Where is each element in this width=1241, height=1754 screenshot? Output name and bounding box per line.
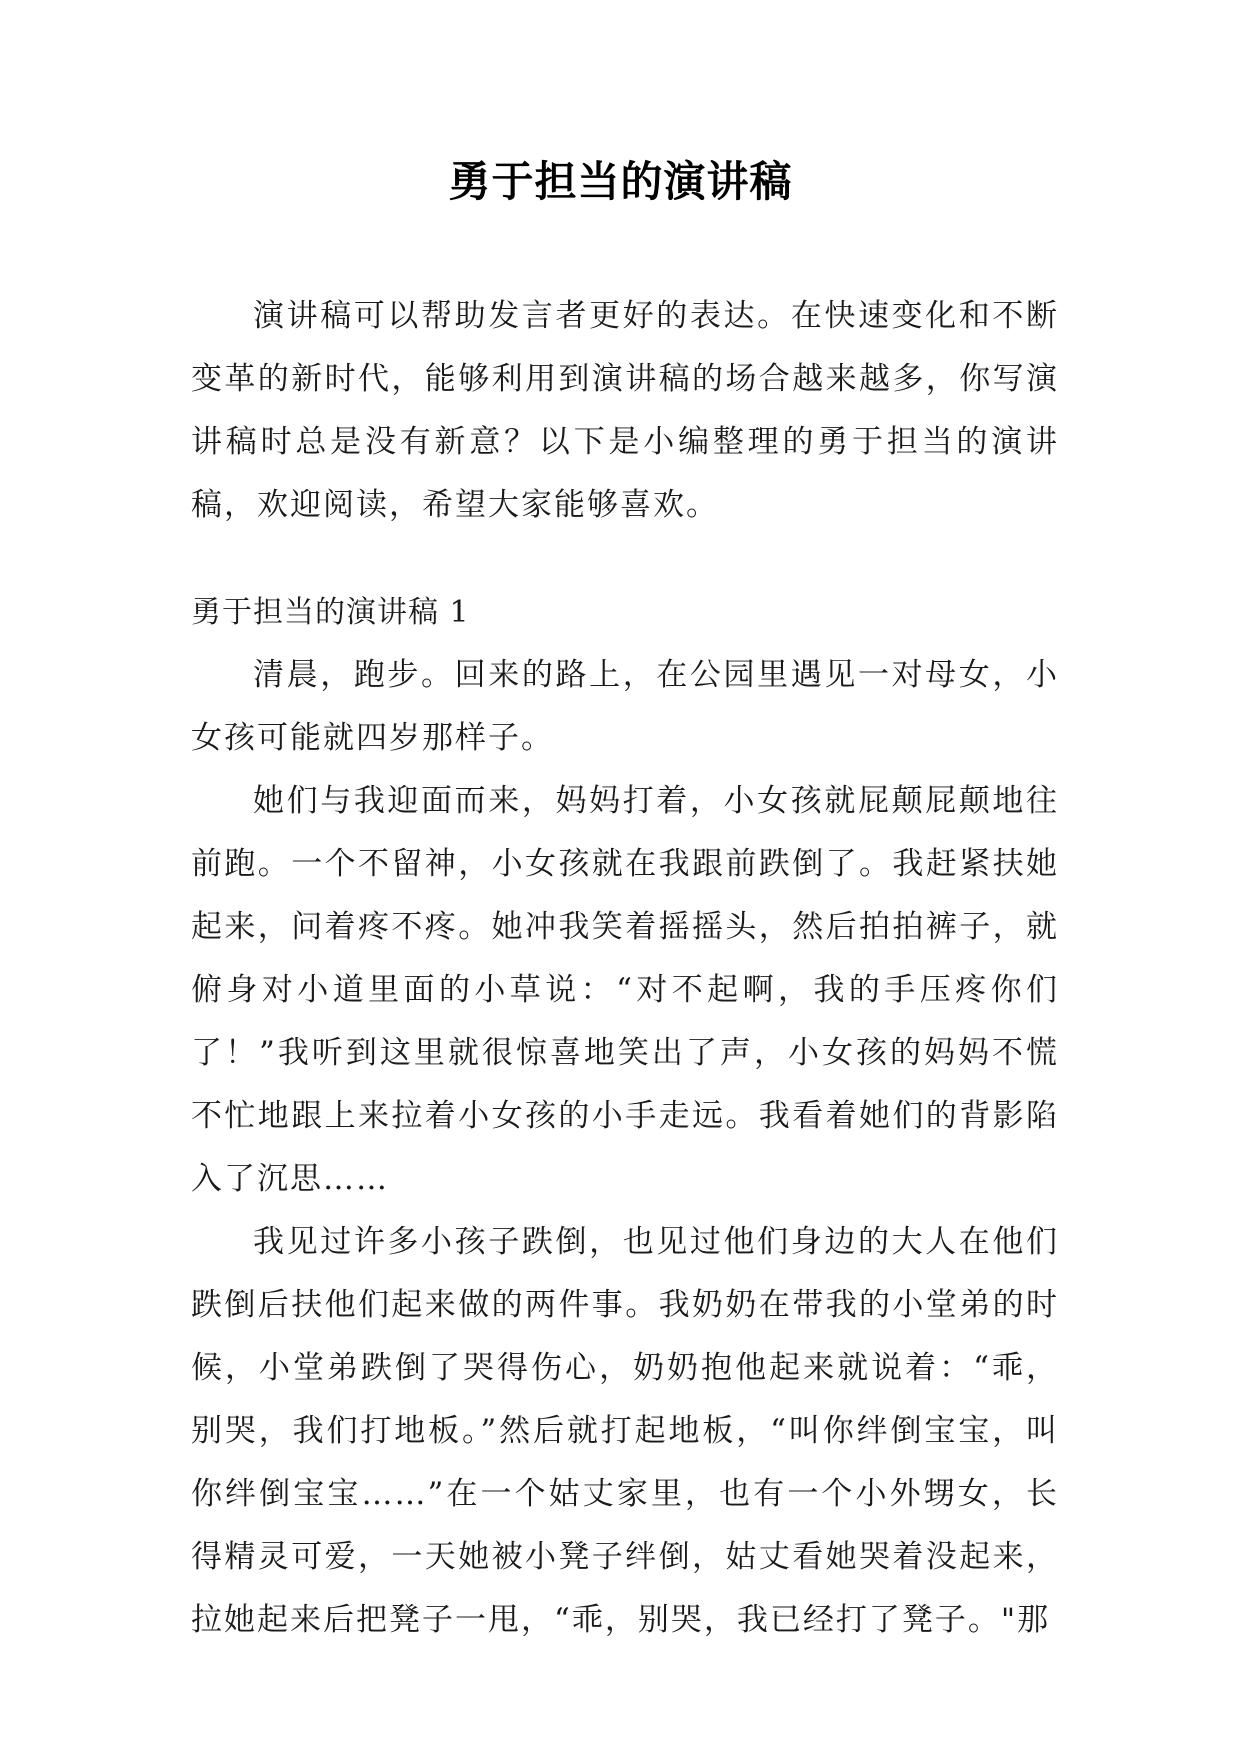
document-body <box>191 285 1059 1652</box>
body-paragraph: 我见过许多小孩子跌倒，也见过他们身边的大人在他们跌倒后扶他们起来做的两件事。我奶奶在带我的小堂弟的时候，小堂弟跌倒了哭得伤心，奶奶抱他起来就说着：“乖，别哭，我们打地板。”然后就打起地板，“叫你绊倒宝宝，叫你绊倒宝宝……”在一个姑丈家里，也有一个小外甥女，长得精灵可爱，一天她被小凳子绊倒，姑丈看她哭着没起来，拉她起来后把凳子一甩，“乖，别哭，我已经打了凳子。"那 <box>191 1224 1059 1638</box>
body-paragraph: 清晨，跑步。回来的路上，在公园里遇见一对母女，小女孩可能就四岁那样子。 <box>191 657 1059 756</box>
body-paragraph: 她们与我迎面而来，妈妈打着，小女孩就屁颠屁颠地往前跑。一个不留神，小女孩就在我跟前跌倒了。我赶紧扶她起来，问着疼不疼。她冲我笑着摇摇头，然后拍拍裤子，就俯身对小道里面的小草说：“对不起啊，我的手压疼你们了！”我听到这里就很惊喜地笑出了声，小女孩的妈妈不慌不忙地跟上来拉着小女孩的小手走远。我看着她们的背影陷入了沉思…… <box>191 783 1059 1197</box>
intro-paragraph: 演讲稿可以帮助发言者更好的表达。在快速变化和不断变革的新时代，能够利用到演讲稿的场合越来越多，你写演讲稿时总是没有新意？以下是小编整理的勇于担当的演讲稿，欢迎阅读，希望大家能够喜欢。 <box>191 298 1059 523</box>
section-heading: 勇于担当的演讲稿 1 <box>191 595 470 630</box>
document-title: 勇于担当的演讲稿 <box>448 157 793 206</box>
